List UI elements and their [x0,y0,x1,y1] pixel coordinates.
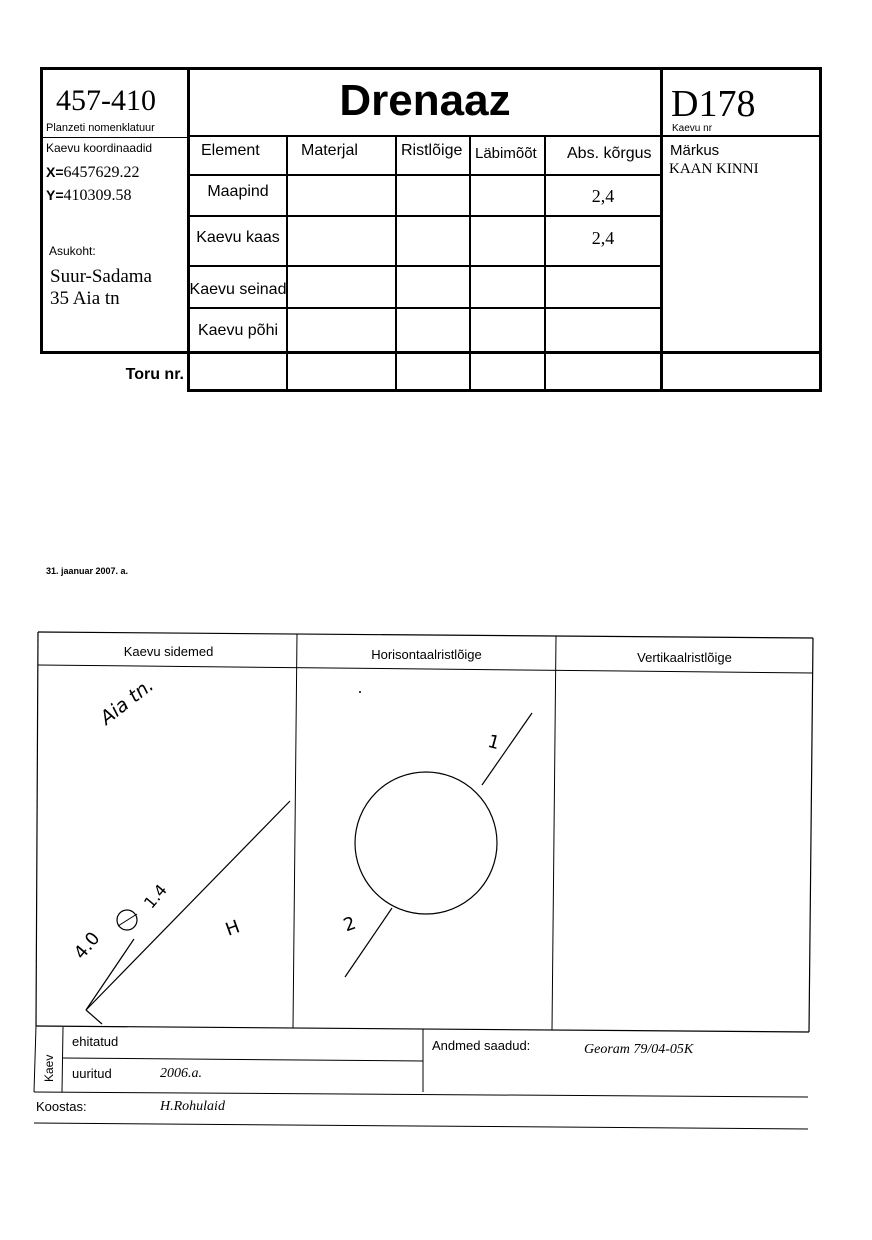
row-element-1: Maapind [207,183,269,200]
surveyed-value: 2006.a. [160,1066,202,1081]
well-connections-sketch [86,801,290,1024]
col-header-horizontal-section: Horisontaalristlõige [371,647,482,662]
row-element-3: Kaevu seinad [189,281,287,298]
row-element-4: Kaevu põhi [197,322,279,339]
coordinates-label: Kaevu koordinaadid [46,141,153,155]
built-label: ehitatud [72,1034,119,1049]
well-number-label: Kaevu nr [672,123,713,134]
col-header-well-connections: Kaevu sidemed [123,644,214,659]
well-number: D178 [671,83,756,125]
handwritten-h: H [222,916,243,941]
col-header-material: Materjal [301,142,358,159]
document-date: 31. jaanuar 2007. a. [46,566,129,576]
col-header-remarks: Märkus [670,142,720,159]
y-value: 410309.58 [63,187,132,204]
location-line-1: Suur-Sadama [50,266,152,287]
remarks-value: KAAN KINNI [669,161,759,177]
col-header-diameter: Läbimõõt [475,145,537,162]
horizontal-section-sketch [345,691,532,977]
sheet-number-label: Planzeti nomenklatuur [46,122,155,134]
page-title: Drenaaz [339,76,511,125]
surveyed-label: uuritud [72,1066,112,1081]
pipe-label: Toru nr. [125,366,184,383]
row-abs-height-2: 2,4 [591,228,615,248]
row-abs-height-1: 2,4 [591,186,615,206]
handwritten-distance: 4.0 [70,928,105,964]
side-label: Kaev [42,1054,56,1082]
row-element-2: Kaevu kaas [196,229,280,246]
handwritten-number: 1.4 [140,880,171,913]
col-header-cross-section: Ristlõige [401,142,463,159]
compiled-value: H.Rohulaid [160,1099,225,1114]
data-source-value: Georam 79/04-05K [584,1042,694,1057]
pipe-mark-2: 2 [340,912,359,937]
col-header-element: Element [201,142,260,159]
compiled-label: Koostas: [36,1099,87,1114]
pipe-mark-1: 1 [485,730,502,755]
y-label: Y= [46,187,64,203]
sheet-number: 457-410 [56,84,156,117]
data-source-label: Andmed saadud: [432,1038,531,1053]
x-label: X= [46,164,64,180]
col-header-vertical-section: Vertikaalristlõige [637,650,732,665]
location-line-2: 35 Aia tn [50,288,120,309]
location-label: Asukoht: [49,244,96,258]
col-header-abs-height: Abs. kõrgus [567,145,652,162]
x-value: 6457629.22 [63,164,140,181]
handwritten-street: Aia tn. [96,674,159,730]
